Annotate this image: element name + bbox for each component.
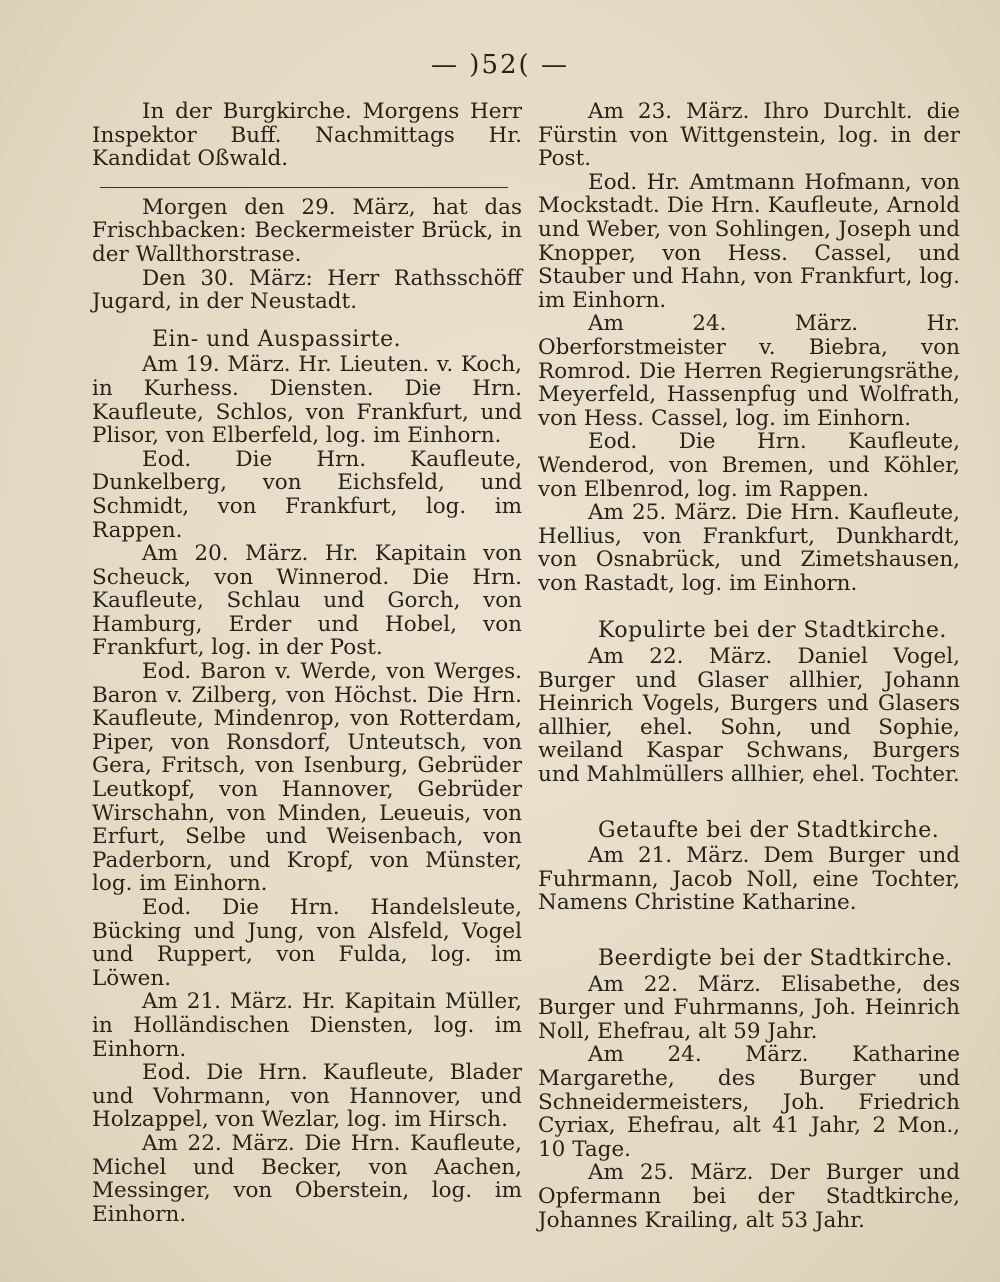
baptism-entry: Am 21. März. Dem Burger und Fuhrmann, Jacob Noll, eine Tochter, Namens Christine Katharine. (538, 843, 960, 916)
arrival-entry: Am 21. März. Hr. Kapitain Müller, in Holländischen Diensten, log. im Einhorn. (92, 989, 522, 1062)
arrival-entry: Am 22. März. Die Hrn. Kaufleute, Michel und Becker, von Aachen, Messinger, von Oberstein, log. im Einhorn. (92, 1130, 522, 1227)
burgkirche-notice: In der Burgkirche. Morgens Herr Inspektor Buff. Nachmittags Hr. Kandidat Oßwald. (92, 99, 522, 172)
page-number: — )52( — (431, 50, 569, 80)
arrival-entry: Eod. Baron v. Werde, von Werges. Baron v. Zilberg, von Höchst. Die Hrn. Kaufleute, Mindenrop, von Rotterdam, Piper, von Ronsdorf, Unteutsch, von Gera, Fritsch, von Isenburg, Gebrüder Leutkopf, von Hannover, Gebrüder Wirschahn, von Minden, Leueuis, von Erfurt, Selbe und Weisenbach, von Paderborn, und Kropf, von Münster, log. im Einhorn. (92, 659, 522, 897)
right-column (538, 100, 960, 1232)
burial-entry: Am 24. März. Katharine Margarethe, des Burger und Schneidermeisters, Joh. Friedrich Cyriax, Ehefrau, alt 41 Jahr, 2 Mon., 10 Tage. (538, 1042, 960, 1162)
left-column (92, 100, 522, 1226)
marriage-entry: Am 22. März. Daniel Vogel, Burger und Glaser allhier, Johann Heinrich Vogels, Burgers und Glasers allhier, ehel. Sohn, und Sophie, weiland Kaspar Schwans, Burgers und Mahlmüllers allhier, ehel. Tochter. (538, 644, 960, 788)
arrival-entry: Am 20. März. Hr. Kapitain von Scheuck, von Winnerod. Die Hrn. Kaufleute, Schlau und Gorch, von Hamburg, Erder und Hobel, von Frankfurt, log. in der Post. (92, 541, 522, 661)
frischbacken-notice: Den 30. März: Herr Rathsschöff Jugard, in der Neustadt. (92, 265, 522, 315)
arrival-entry: Am 23. März. Ihro Durchlt. die Fürstin von Wittgenstein, log. in der Post. (538, 99, 960, 172)
arrival-entry: Eod. Die Hrn. Handelsleute, Bücking und Jung, von Alsfeld, Vogel und Ruppert, von Fulda, log. im Löwen. (92, 895, 522, 991)
section-divider (100, 187, 508, 188)
section-heading: Beerdigte bei der Stadtkirche. (598, 946, 953, 971)
section-heading: Ein- und Auspassirte. (152, 326, 402, 352)
burial-entry: Am 25. März. Der Burger und Opfermann bei der Stadtkirche, Johannes Krailing, alt 53 Jahr. (538, 1160, 960, 1233)
arrival-entry: Am 25. März. Die Hrn. Kaufleute, Hellius, von Frankfurt, Dunkhardt, von Osnabrück, und Zimetshausen, von Rastadt, log. im Einhorn. (538, 500, 960, 596)
section-heading: Kopulirte bei der Stadtkirche. (598, 618, 947, 644)
arrival-entry: Eod. Die Hrn. Kaufleute, Dunkelberg, von Eichsfeld, und Schmidt, von Frankfurt, log. im Rappen. (92, 446, 522, 543)
arrival-entry: Am 24. März. Hr. Oberforstmeister v. Biebra, von Romrod. Die Herren Regierungsräthe, Meyerfeld, Hassenpfug und Wolfrath, von Hess. Cassel, log. im Einhorn. (538, 311, 960, 431)
frischbacken-notice: Morgen den 29. März, hat das Frischbacken: Beckermeister Brück, in der Wallthorstrase. (92, 194, 522, 267)
arrival-entry: Eod. Die Hrn. Kaufleute, Blader und Vohrmann, von Hannover, und Holzappel, von Wezlar, log. im Hirsch. (92, 1060, 522, 1133)
section-heading: Getaufte bei der Stadtkirche. (598, 817, 940, 843)
arrival-entry: Am 19. März. Hr. Lieuten. v. Koch, in Kurhess. Diensten. Die Hrn. Kaufleute, Schlos, von Frankfurt, und Plisor, von Elberfeld, log. im Einhorn. (92, 352, 522, 449)
burial-entry: Am 22. März. Elisabethe, des Burger und Fuhrmanns, Joh. Heinrich Noll, Ehefrau, alt 59 Jahr. (538, 971, 960, 1044)
arrival-entry: Eod. Hr. Amtmann Hofmann, von Mockstadt. Die Hrn. Kaufleute, Arnold und Weber, von Sohlingen, Joseph und Knopper, von Hess. Cassel, und Stauber und Hahn, von Frankfurt, log. im Einhorn. (538, 169, 960, 313)
arrival-entry: Eod. Die Hrn. Kaufleute, Wenderod, von Bremen, und Köhler, von Elbenrod, log. im Rappen. (538, 429, 960, 502)
